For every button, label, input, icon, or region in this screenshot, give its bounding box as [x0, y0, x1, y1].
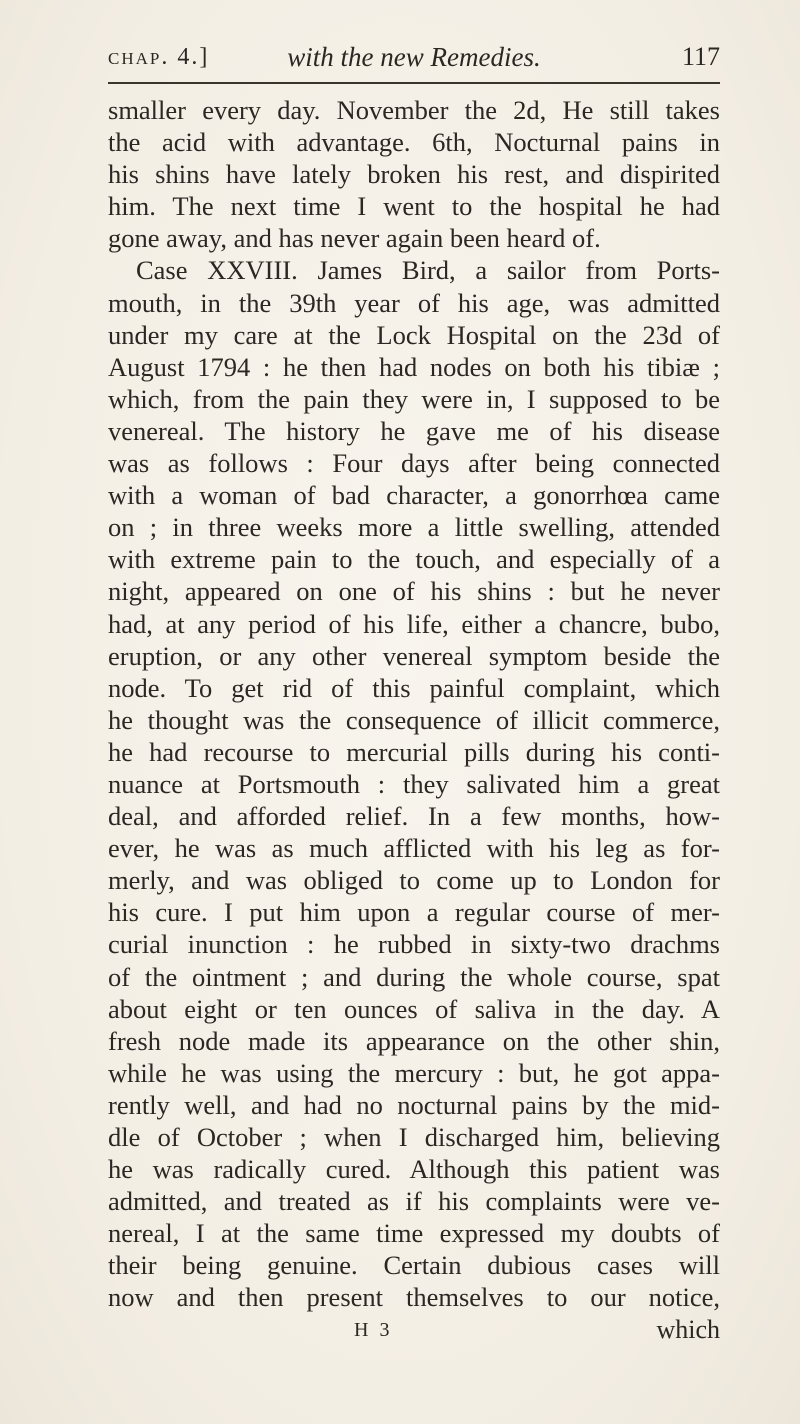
- text-line: fresh node made its appearance on the other shin,: [108, 1025, 720, 1056]
- text-line: node. To get rid of this painful complaint, which: [108, 672, 720, 703]
- signature-mark: H 3: [354, 1318, 393, 1341]
- case-heading-line: Case XXVIII. James Bird, a sailor from Ports-: [136, 255, 720, 286]
- text-line: the acid with advantage. 6th, Nocturnal pains in: [108, 127, 720, 158]
- text-line: mouth, in the 39th year of his age, was admitted: [108, 287, 720, 318]
- text-line: he thought was the consequence of illicit commerce,: [108, 704, 720, 735]
- text-line: under my care at the Lock Hospital on the 23d of: [108, 319, 720, 350]
- text-line: on ; in three weeks more a little swelling, attended: [108, 512, 720, 543]
- text-line: while he was using the mercury : but, he got appa-: [108, 1057, 720, 1088]
- text-line: which, from the pain they were in, I supposed to be: [108, 383, 720, 414]
- running-head: [108, 38, 720, 74]
- text-line: smaller every day. November the 2d, He still takes: [108, 95, 720, 125]
- text-line: deal, and afforded relief. In a few months, how-: [108, 801, 720, 832]
- text-line: gone away, and has never again been heard of.: [108, 223, 601, 254]
- text-line: of the ointment ; and during the whole course, spat: [108, 961, 720, 992]
- page-footer: [108, 1314, 720, 1346]
- text-line: he was radically cured. Although this patient was: [108, 1154, 720, 1185]
- text-line: August 1794 : he then had nodes on both his tibiæ ;: [108, 351, 720, 382]
- text-line: about eight or ten ounces of saliva in the day. A: [108, 993, 720, 1024]
- text-line: night, appeared on one of his shins : but he never: [108, 576, 720, 607]
- body-text: [108, 94, 720, 1346]
- text-line: his shins have lately broken his rest, and dispirited: [108, 159, 720, 190]
- header-rule: [108, 82, 720, 84]
- text-line: ever, he was as much afflicted with his leg as for-: [108, 833, 720, 864]
- chapter-reference: chap. 4.]: [108, 44, 210, 70]
- text-line: him. The next time I went to the hospital he had: [108, 191, 720, 222]
- catchword: which: [656, 1314, 720, 1344]
- text-line: nuance at Portsmouth : they salivated him a great: [108, 768, 720, 799]
- text-line: with a woman of bad character, a gonorrhœa came: [108, 480, 720, 511]
- text-line: was as follows : Four days after being connected: [108, 448, 720, 479]
- text-line: curial inunction : he rubbed in sixty-two drachms: [108, 929, 720, 960]
- running-title: with the new Remedies.: [287, 42, 541, 72]
- text-line: his cure. I put him upon a regular course of mer-: [108, 897, 720, 928]
- text-line: had, at any period of his life, either a chancre, bubo,: [108, 608, 720, 639]
- text-line: merly, and was obliged to come up to London for: [108, 865, 720, 896]
- text-line: their being genuine. Certain dubious cases will: [108, 1250, 720, 1281]
- text-line: with extreme pain to the touch, and especially of a: [108, 544, 720, 575]
- text-line: admitted, and treated as if his complaints were ve-: [108, 1186, 720, 1217]
- text-line: venereal. The history he gave me of his disease: [108, 415, 720, 446]
- text-line: he had recourse to mercurial pills during his conti-: [108, 736, 720, 767]
- text-line: nereal, I at the same time expressed my doubts of: [108, 1218, 720, 1249]
- text-line: rently well, and had no nocturnal pains by the mid-: [108, 1089, 720, 1120]
- text-line: eruption, or any other venereal symptom beside the: [108, 640, 720, 671]
- text-line: dle of October ; when I discharged him, believing: [108, 1122, 720, 1152]
- text-line: now and then present themselves to our notice,: [108, 1282, 720, 1313]
- page-number: 117: [681, 42, 720, 71]
